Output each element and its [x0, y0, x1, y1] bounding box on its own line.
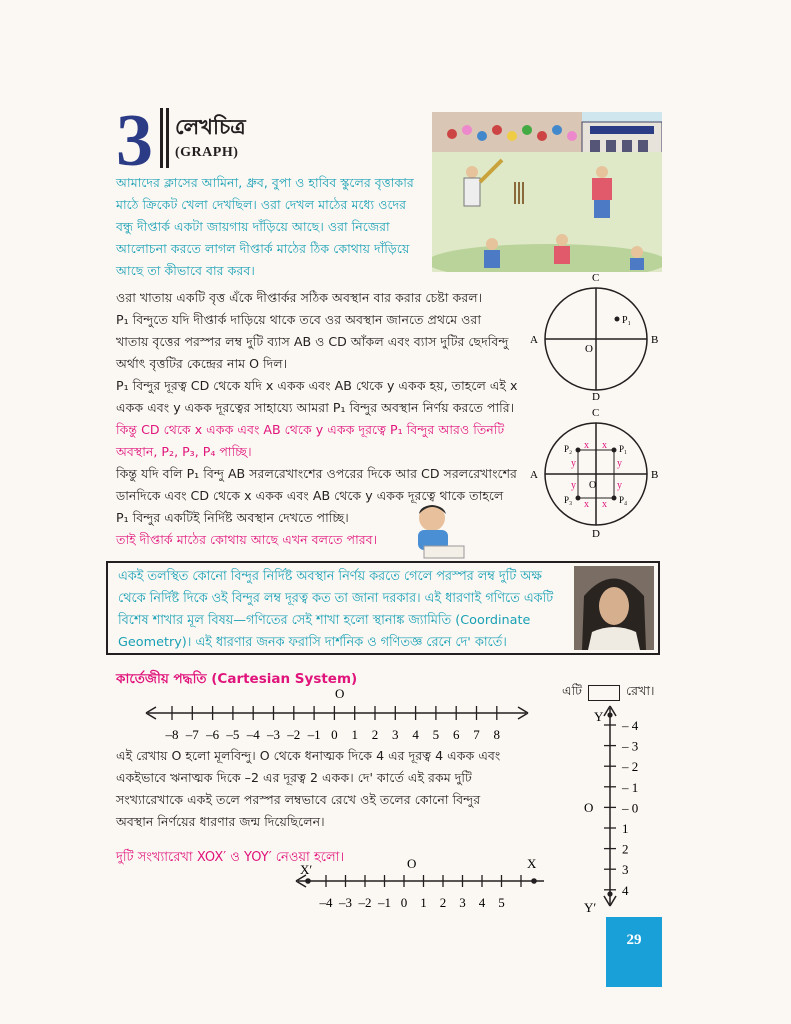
origin-label: O — [584, 800, 594, 815]
y-label: Y — [594, 709, 604, 724]
paragraph-unique-position — [116, 463, 546, 529]
tick-label: –2 — [358, 895, 372, 910]
y-prime-label: Y′ — [584, 900, 597, 912]
tick-label: – 0 — [622, 800, 639, 816]
text-line: অর্থাৎ বৃত্তটির কেন্দ্রের নাম O দিল। — [116, 356, 288, 371]
tick-label: – 2 — [622, 759, 639, 775]
label-p1: P₁ — [622, 315, 632, 326]
number-line-1 — [142, 686, 532, 746]
intro-paragraph — [116, 172, 434, 282]
tick-label: 1 — [420, 895, 427, 910]
tick-label: – 1 — [622, 779, 639, 795]
label-a: A — [530, 334, 538, 346]
blank-box — [588, 685, 620, 701]
paragraph-conclusion: তাই দীপ্তার্ক মাঠের কোথায় আছে এখন বলতে পারব। — [116, 532, 378, 547]
tick-label: 1 — [622, 821, 629, 836]
info-box-text — [118, 566, 578, 654]
chapter-number: 3 — [116, 100, 153, 182]
tick-label: –1 — [378, 895, 391, 910]
tick-label: 1 — [351, 727, 358, 742]
tick-label: – 4 — [622, 718, 639, 733]
label-b: B — [651, 469, 659, 481]
tick-label: 0 — [331, 727, 338, 742]
paragraph-two-lines: দুটি সংখ্যারেখা XOX′ ও YOY′ নেওয়া হলো। — [116, 850, 345, 865]
tick-label: –3 — [339, 895, 352, 910]
fill-blank-after: রেখা। — [626, 683, 655, 698]
text-line: P₁ বিন্দুতে যদি দীপ্তার্ক দাড়িয়ে থাকে তবে ওর অবস্থান জানতে প্রথমে ওরা — [116, 312, 481, 327]
paragraph-other-positions — [116, 419, 546, 463]
tick-label: –1 — [307, 727, 321, 742]
x-prime-label: X′ — [300, 862, 313, 877]
tick-label: –2 — [287, 727, 301, 742]
tick-label: –7 — [185, 727, 199, 742]
intro-line: বন্ধু দীপ্তার্ক একটা জায়গায় দাঁড়িয়ে আছে। ওরা নিজেরা — [116, 219, 390, 234]
info-line: একই তলস্থিত কোনো বিন্দুর নির্দিষ্ট অবস্থান নির্ণয় করতে গেলে পরস্পর লম্ব দুটি অক্ষ — [118, 569, 542, 584]
tick-label: 3 — [392, 727, 399, 742]
text-line: সংখ্যারেখাকে একই তলে পরস্পর লম্বভাবে রেখে ওই তলের কোনো বিন্দুর — [116, 792, 481, 807]
label-o: O — [589, 480, 597, 491]
page-number: 29 — [606, 917, 662, 987]
chapter-title: লেখচিত্র — [175, 115, 246, 139]
label-b: B — [651, 334, 659, 346]
tick-label: 5 — [432, 727, 440, 742]
tick-label: 3 — [459, 895, 466, 910]
label-d: D — [592, 528, 600, 540]
paragraph-p1-distance — [116, 375, 546, 419]
tick-label: –8 — [165, 727, 179, 742]
label-x: x — [602, 499, 607, 510]
label-x: x — [602, 440, 607, 451]
label-y: y — [571, 480, 576, 491]
label-p2: P₂ — [564, 444, 573, 454]
text-line: ডানদিকে এবং CD থেকে x একক এবং AB থেকে y একক দূরত্বে থাকে তাহলে — [116, 488, 504, 503]
text-line: P₁ বিন্দুর একটিই নির্দিষ্ট অবস্থান দেখতে পাচ্ছি। — [116, 510, 349, 525]
label-p1: P₁ — [619, 444, 628, 454]
descartes-portrait — [574, 566, 654, 650]
tick-label: 4 — [412, 727, 419, 742]
intro-line: মাঠে ক্রিকেট খেলা দেখছিল। ওরা দেখল মাঠের মধ্যে ওদের — [116, 197, 407, 212]
text-line: এই রেখায় O হলো মূলবিন্দু। O থেকে ধনাত্মক দিকে 4 এর দূরত্ব 4 একক এবং — [116, 748, 501, 763]
student-illustration — [404, 500, 466, 560]
tick-label: –3 — [267, 727, 280, 742]
tick-label: 2 — [371, 727, 379, 742]
paragraph-origin-explanation — [116, 745, 536, 833]
label-x: x — [584, 499, 589, 510]
paragraph-circle-intro — [116, 287, 546, 375]
text-line: P₁ বিন্দুর দূরত্ব CD থেকে যদি x একক এবং AB থেকে y একক হয়, তাহলে এই x — [116, 378, 518, 393]
tick-label: 0 — [400, 895, 408, 910]
info-line: বিশেষ শাখার মূল বিষয়—গণিতের সেই শাখা হলো স্থানাঙ্ক জ্যামিতি (Coordinate — [118, 613, 531, 628]
tick-label: –6 — [206, 727, 220, 742]
tick-label: 8 — [493, 727, 501, 742]
x-label: X — [527, 856, 537, 871]
label-d: D — [592, 391, 600, 402]
chapter-subtitle: (GRAPH) — [175, 145, 239, 160]
label-o: O — [585, 343, 593, 355]
text-line: কিন্তু CD থেকে x একক এবং AB থেকে y একক দূরত্বে P₁ বিন্দুর আরও তিনটি — [116, 422, 505, 437]
fill-blank-before: এটি — [562, 683, 583, 698]
text-line: একক এবং y একক দূরত্বের সাহায্যে আমরা P₁ বিন্দুর অবস্থান নির্ণয় করতে পারি। — [116, 400, 515, 415]
intro-line: আমাদের ক্লাসের আমিনা, ধ্রুব, বুপা ও হাবিব স্কুলের বৃত্তাকার — [116, 175, 414, 190]
label-p3: P₃ — [564, 495, 573, 505]
label-p4: P₄ — [619, 495, 628, 505]
text-line: খাতায় বৃত্তের পরস্পর লম্ব দুটি ব্যাস AB ও CD আঁকল এবং ব্যাস দুটির ছেদবিন্দু — [116, 334, 509, 349]
info-line: থেকে নির্দিষ্ট দিকে ওই বিন্দুর লম্ব দূরত্ব কত তা জানা দরকার। এই ধারণাই গণিতে একটি — [118, 591, 554, 606]
label-y: y — [617, 458, 622, 469]
circle-diagram-2 — [526, 404, 662, 540]
cartesian-heading: কার্তেজীয় পদ্ধতি (Cartesian System) — [116, 671, 358, 687]
info-line: Geometry)। এই ধারণার জনক ফরাসি দার্শনিক ও গণিতজ্ঞ রেনে দে' কার্তে। — [118, 635, 507, 650]
label-c: C — [592, 272, 600, 284]
tick-label: 4 — [478, 895, 486, 910]
label-y: y — [571, 458, 576, 469]
tick-label: – 3 — [622, 738, 639, 754]
tick-label: 5 — [498, 895, 505, 910]
circle-diagram-1 — [526, 268, 662, 402]
text-line: কিন্তু যদি বলি P₁ বিন্দু AB সরলরেখাংশের ওপরের দিকে আর CD সরলরেখাংশের — [116, 466, 517, 481]
origin-label: O — [407, 856, 417, 871]
chapter-divider — [160, 108, 169, 168]
text-line: ওরা খাতায় একটি বৃত্ত এঁকে দীপ্তার্কর সঠিক অবস্থান বার করার চেষ্টা করল। — [116, 290, 483, 305]
text-line: অবস্থান, P₂, P₃, P₄ পাচ্ছি। — [116, 444, 252, 459]
tick-label: –4 — [246, 727, 260, 742]
tick-label: 7 — [473, 727, 480, 742]
tick-label: –4 — [319, 895, 333, 910]
number-line-2 — [284, 852, 554, 914]
tick-label: 4 — [622, 882, 629, 898]
text-line: অবস্থান নির্ণয়ের ধারণার জন্ম দিয়েছিলেন। — [116, 814, 325, 829]
intro-line: আলোচনা করতে লাগল দীপ্তার্ক মাঠের ঠিক কোথায় দাঁড়িয়ে — [116, 241, 410, 256]
label-c: C — [592, 407, 600, 419]
tick-label: 2 — [622, 841, 629, 857]
tick-label: 6 — [452, 727, 460, 742]
text-line: একইভাবে ঋনাত্মক দিকে –2 এর দূরত্ব 2 একক। দে' কার্তে এই রকম দুটি — [116, 770, 472, 785]
intro-line: আছে তা কীভাবে বার করব। — [116, 263, 255, 278]
label-y: y — [617, 480, 622, 491]
vertical-number-line — [578, 700, 658, 912]
tick-label: –5 — [226, 727, 240, 742]
label-x: x — [584, 440, 589, 451]
label-a: A — [530, 469, 538, 481]
cricket-illustration — [432, 112, 662, 272]
tick-label: 2 — [439, 895, 447, 910]
origin-label: O — [335, 686, 345, 701]
tick-label: 3 — [622, 862, 629, 878]
